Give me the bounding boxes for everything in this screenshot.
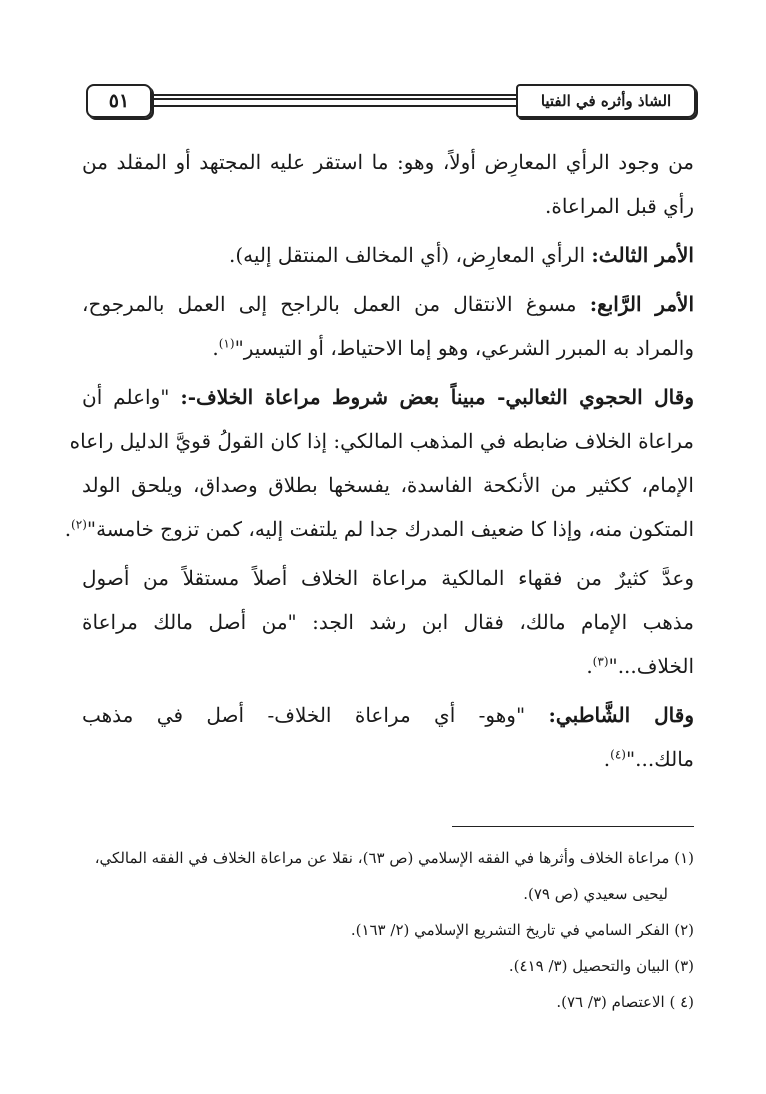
text-line — [82, 693, 694, 737]
text-line-content: مالك..." — [625, 747, 694, 771]
text-line-content: من وجود الرأي المعارِض أولاً، وهو: ما استقر عليه المجتهد أو المقلد من — [82, 150, 694, 174]
text-line — [69, 419, 694, 463]
footnote-ref[interactable]: (٤) — [610, 747, 626, 762]
text-line-content: الخلاف..." — [608, 654, 694, 678]
text-line-content: مسوغ الانتقال من العمل بالراجح إلى العمل بالمرجوح، — [82, 292, 590, 316]
footnote-ref[interactable]: (٢) — [71, 517, 87, 532]
footnote-text: (٢) الفكر السامي في تاريخ التشريع الإسلامي (٢/ ١٦٣). — [350, 921, 694, 939]
footnote-ref[interactable]: (٣) — [592, 654, 609, 669]
text-line — [82, 140, 694, 184]
text-line-content: والمراد به المبرر الشرعي، وهو إما الاحتياط، أو التيسير" — [234, 336, 694, 360]
text-line — [82, 600, 694, 644]
running-title-text: الشاذ وأثره في الفتيا — [540, 92, 672, 110]
footnote-text: (١) مراعاة الخلاف وأثرها في الفقه الإسلامي (ص ٦٣)، نقلا عن مراعاة الخلاف في الفقه المالكي، — [94, 849, 694, 867]
footnote-item — [82, 984, 694, 1020]
footnote-text: (٣) البيان والتحصيل (٣/ ٤١٩). — [508, 957, 694, 975]
footnote-text: (٤ ) الاعتصام (٣/ ٧٦). — [556, 993, 694, 1011]
footnote-text: ليحيى سعيدي (ص ٧٩). — [523, 885, 668, 903]
text-line — [82, 184, 694, 228]
text-line: مالك..."$^{(٤)}$. — [603, 747, 694, 771]
text-line-content: مراعاة الخلاف ضابطه في المذهب المالكي: إذا كان القولُ قويَّ الدليل راعاه — [69, 429, 694, 453]
heading-fourth-matter: الأمر الرَّابع: — [589, 292, 694, 316]
text-line — [82, 282, 694, 326]
heading-third-matter: الأمر الثالث: — [591, 243, 694, 267]
text-line-content: وعدَّ كثيرٌ من فقهاء المالكية مراعاة الخلاف أصلاً مستقلاً من أصول — [82, 566, 694, 590]
text-line-content: الرأي المعارِض، (أي المخالف المنتقل إليه). — [228, 243, 592, 267]
page-number-text: ٥١ — [108, 90, 130, 112]
text-line: الخلاف..."$^{(٣)}$. — [586, 654, 694, 678]
text-line — [82, 463, 694, 507]
text-line-content: "واعلم أن — [82, 385, 181, 409]
footnote-item — [82, 840, 694, 876]
text-line — [82, 556, 694, 600]
text-line: المتكون منه، وإذا كا ضعيف المدرك جدا لم يلتفت إليه، كمن تزوج خامسة"$^{(٢)}$. — [64, 517, 694, 541]
footnotes — [82, 840, 694, 1020]
text-line-content: "وهو- أي مراعاة الخلاف- أصل في مذهب — [82, 703, 549, 727]
text-line-content: المتكون منه، وإذا كا ضعيف المدرك جدا لم يلتفت إليه، كمن تزوج خامسة" — [86, 517, 694, 541]
text-line — [82, 375, 694, 419]
footnote-item — [82, 876, 694, 912]
page-header — [86, 84, 696, 120]
footnote-separator — [452, 826, 694, 827]
text-line-content: الإمام، ككثير من الأنكحة الفاسدة، يفسخها بطلاق وصداق، ويلحق الولد — [82, 473, 694, 497]
heading-shatibi-quote: وقال الشَّاطبي: — [548, 703, 694, 727]
heading-hajwi-quote: وقال الحجوي الثعالبي- مبيناً بعض شروط مراعاة الخلاف-: — [180, 385, 694, 409]
main-text — [64, 140, 694, 781]
text-line — [82, 233, 694, 277]
text-line-content: مذهب الإمام مالك، فقال ابن رشد الجد: "من أصل مالك مراعاة — [82, 610, 694, 634]
footnote-item — [82, 948, 694, 984]
footnote-ref[interactable]: (١) — [218, 336, 235, 351]
page-number — [86, 84, 152, 118]
text-line: والمراد به المبرر الشرعي، وهو إما الاحتياط، أو التيسير"$^{(١)}$. — [212, 336, 694, 360]
footnote-item — [82, 912, 694, 948]
running-title — [516, 84, 696, 118]
header-rule — [152, 94, 518, 107]
text-line-content: رأي قبل المراعاة. — [545, 194, 694, 218]
